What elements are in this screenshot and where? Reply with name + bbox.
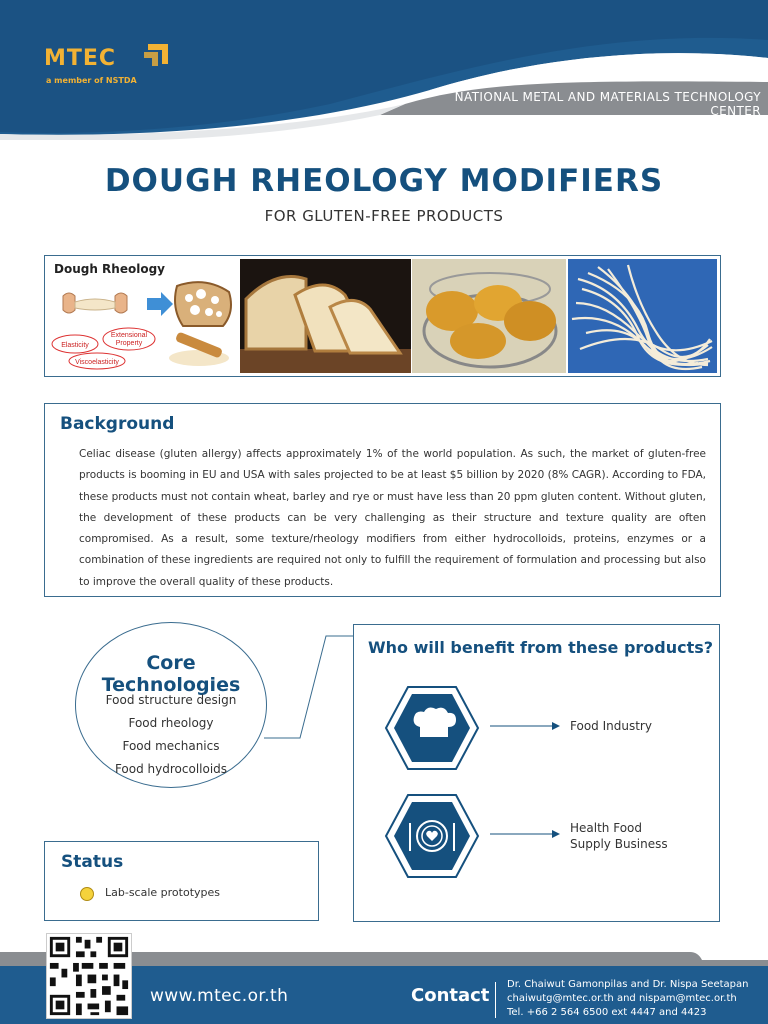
core-technologies-heading: Core Technologies [101,652,241,696]
benefit-section [353,624,720,922]
benefit-item-food-industry: Food Industry [570,719,652,733]
contact-divider [495,982,496,1018]
center-name: NATIONAL METAL AND MATERIALS TECHNOLOGY CENTER [454,90,761,118]
connector-line [264,630,356,742]
page-title: DOUGH RHEOLOGY MODIFIERS [104,163,664,199]
background-text: Celiac disease (gluten allergy) affects approximately 1% of the world population. As such, the market of gluten-free products is booming in EU and USA with sales projected to be at least $5 billion by 2020 (8% CAGR). According to FDA, these products must not contain wheat, barley and rye or must have less than 20 ppm gluten content. Without gluten, the development of these products can be very challenging as their structure and texture quality are often compromised. As a result, some texture/rheology modifiers from either hydrocolloids, proteins, enzymes or a combination of these ingredients are required not only to fulfill the requirement of formulation and processing but also to improve the overall quality of these products. [79,448,706,588]
tag-elasticity: Elasticity [61,342,89,349]
tag-viscoelasticity: Viscoelasticity [75,359,119,366]
dough-rheology-label: Dough Rheology [54,262,165,276]
benefit-item-line1: Health Food [570,821,642,835]
core-item: Food hydrocolloids [114,762,228,776]
noodle-photo [568,259,717,373]
background-heading: Background [60,414,175,434]
arrow-icon [490,721,560,731]
page-subtitle: FOR GLUTEN-FREE PRODUCTS [264,207,504,225]
arrow-icon [490,829,560,839]
logo-mark-icon [142,40,172,70]
mtec-logo [44,40,184,90]
chef-hat-icon [384,685,480,771]
contact-emails[interactable]: chaiwutg@mtec.or.th and nispam@mtec.or.th [507,993,737,1004]
status-heading: Status [61,852,124,872]
status-section [44,841,319,921]
dough-rheology-diagram [49,278,237,374]
pastry-photo [412,259,566,373]
bread-photo [240,259,411,373]
contact-label: Contact [411,985,490,1006]
image-strip [44,255,721,377]
website-link[interactable]: www.mtec.or.th [150,986,289,1006]
benefit-heading: Who will benefit from these products? [368,638,714,657]
background-section [44,403,721,597]
status-dot-icon [80,887,94,901]
benefit-item-health-food [570,820,668,852]
core-item: Food rheology [128,716,214,730]
plate-heart-icon [384,793,480,879]
contact-tel[interactable]: Tel. +66 2 564 6500 ext 4447 and 4423 [507,1007,707,1018]
logo-text: MTEC [44,46,117,71]
benefit-item-line2: Supply Business [570,837,668,851]
core-item: Food mechanics [122,739,220,753]
logo-subtitle: a member of NSTDA [46,76,137,85]
qr-code-icon[interactable] [46,933,132,1019]
core-item: Food structure design [105,693,237,707]
status-item: Lab-scale prototypes [105,886,221,899]
contact-names: Dr. Chaiwut Gamonpilas and Dr. Nispa Seetapan [507,979,749,990]
svg-text:Extensional: Extensional [110,332,148,339]
svg-text:Property: Property [115,340,143,347]
